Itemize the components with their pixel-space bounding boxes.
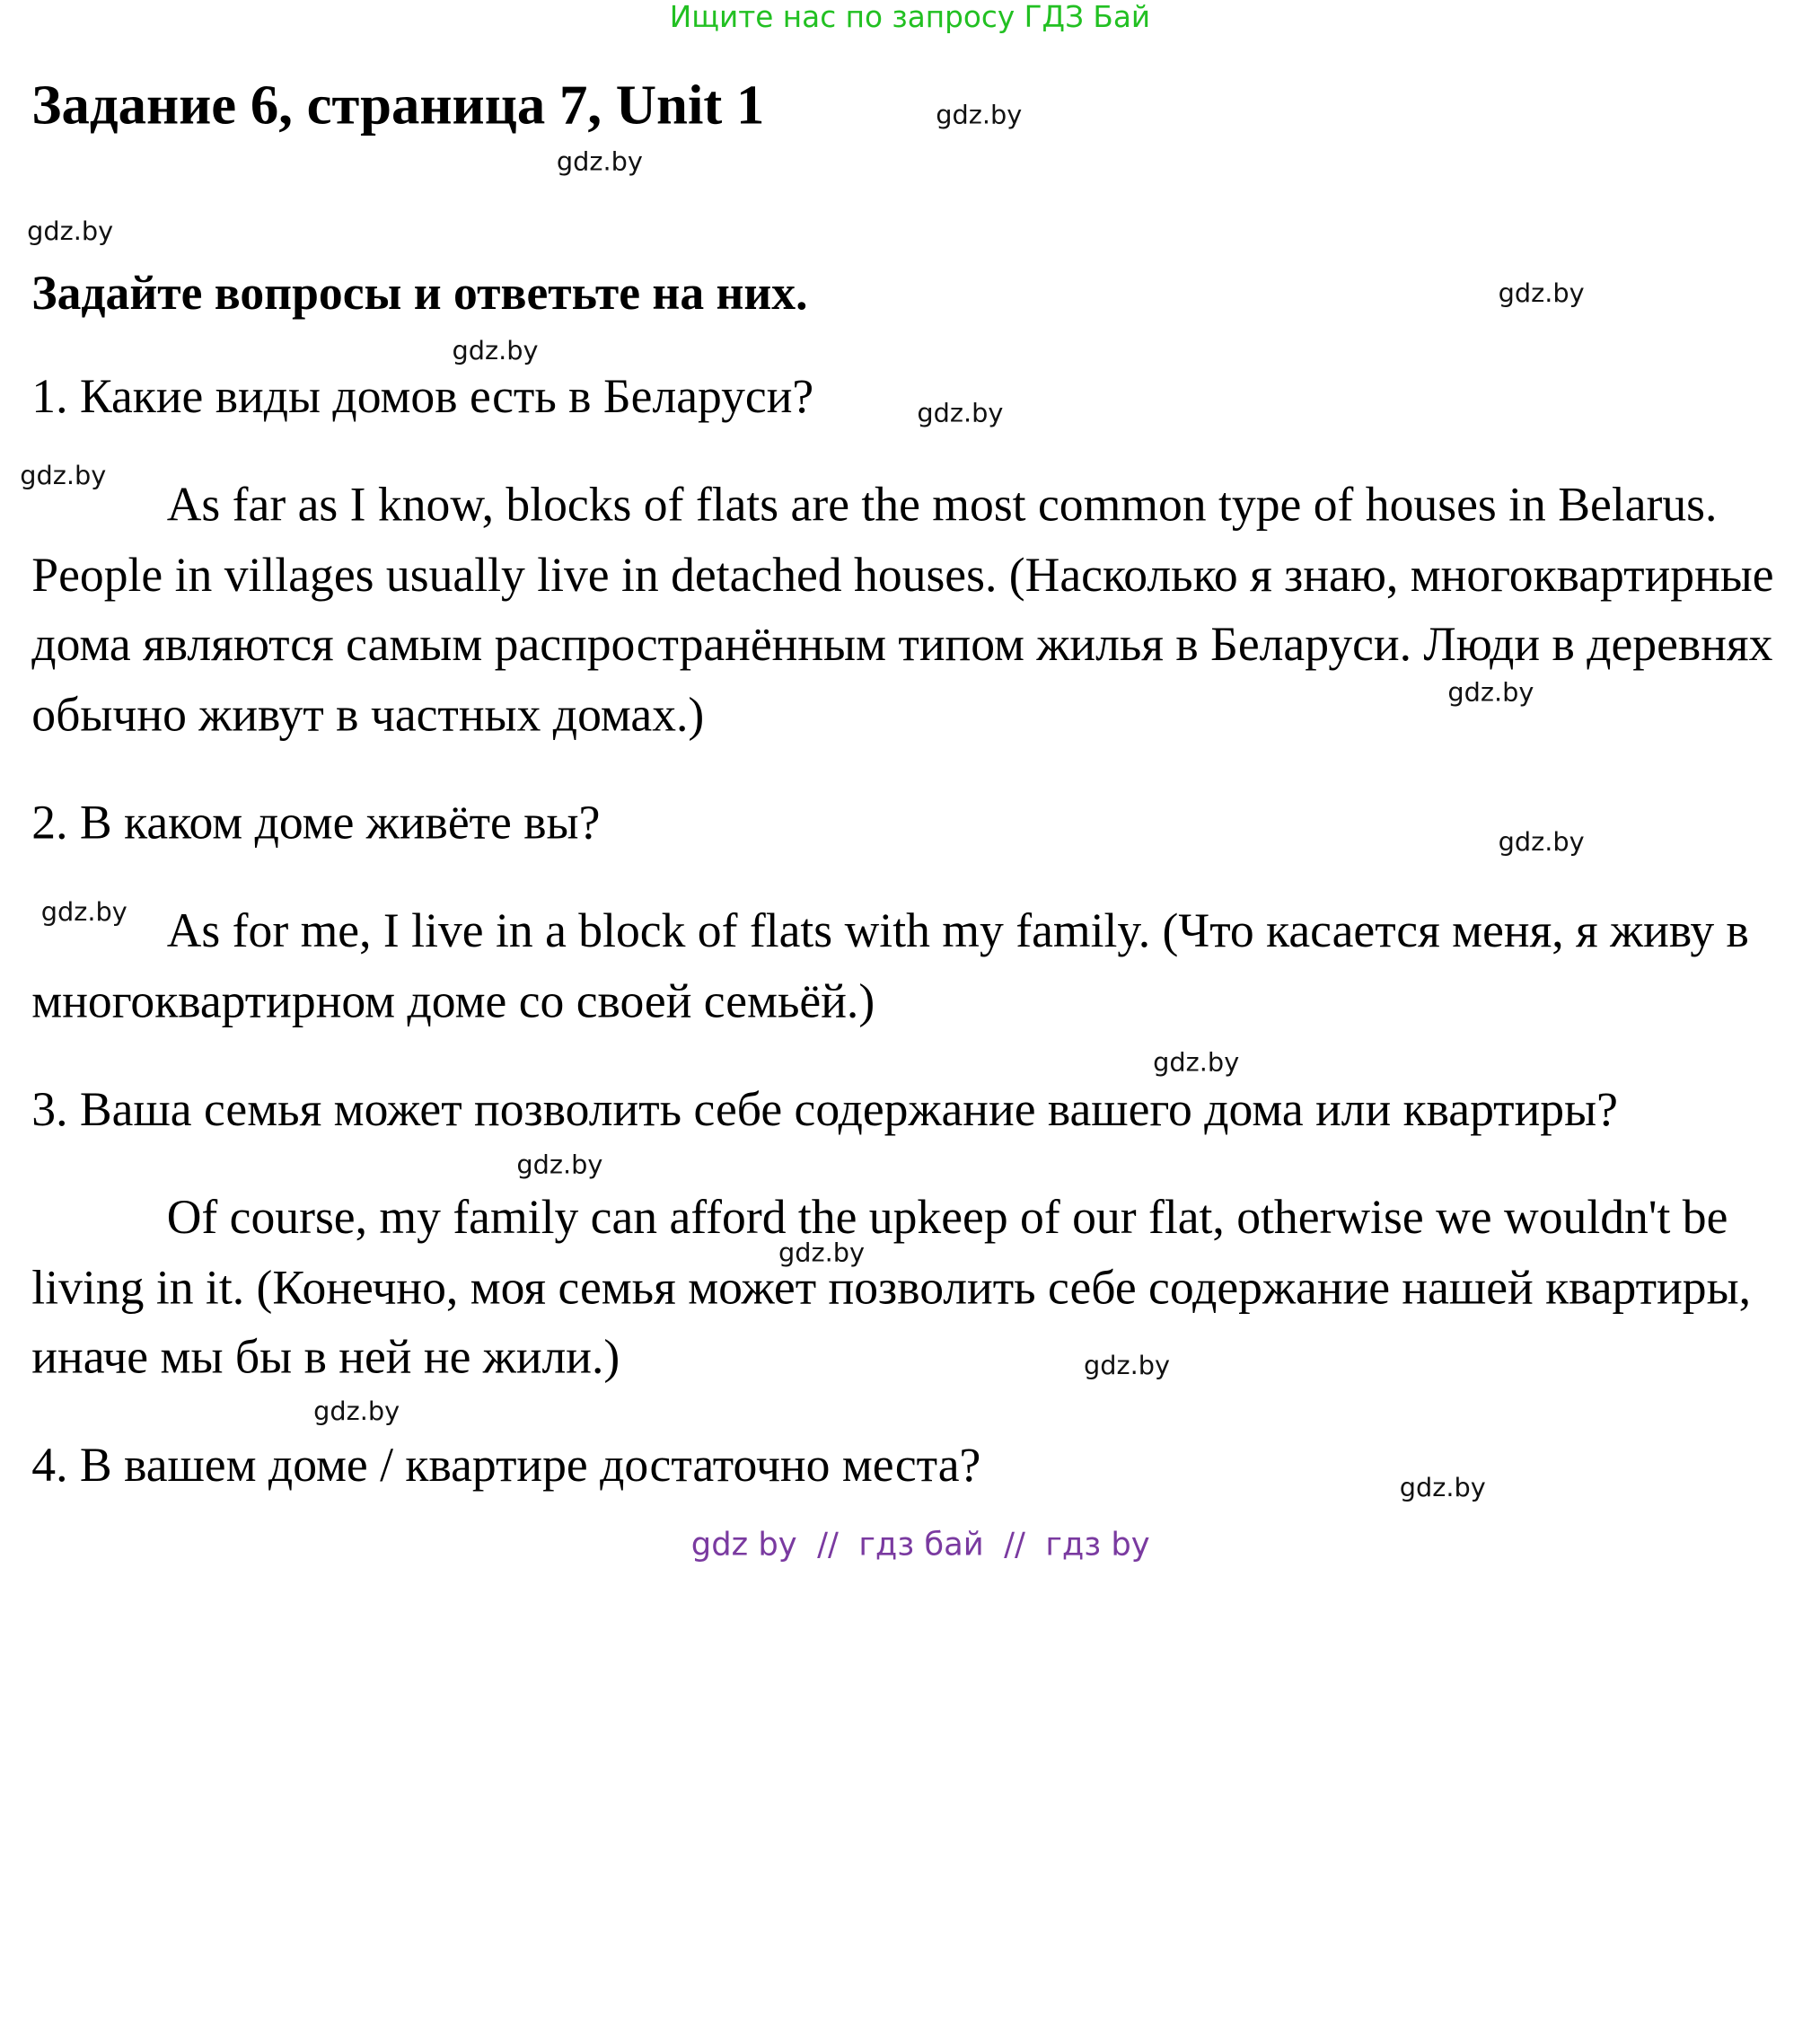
watermark: gdz.by xyxy=(1399,1474,1486,1503)
answer-3: Of course, my family can afford the upkeep of our flat, otherwise we wouldn't be living in it. (Конечно, моя семья может позволить себе содержание нашей квартиры, иначе мы бы в ней не жили.) xyxy=(31,1189,1752,1384)
watermark: gdz.by xyxy=(27,216,114,247)
page-title: Задание 6, страница 7, Unit 1 xyxy=(31,74,765,137)
watermark: gdz.by xyxy=(778,1238,866,1269)
answer-1: As far as I know, blocks of flats are the most common type of houses in Belarus. People in villages usually live in detached houses. (Насколько я знаю, многоквартирные дома являются самым распространённым типом жилья в Беларуси. Люди в деревнях обычно живут в частных домах.) xyxy=(31,476,1774,741)
watermark: gdz.by xyxy=(1084,1352,1171,1381)
watermark: gdz.by xyxy=(1153,1048,1240,1079)
question-4: 4. В вашем доме / квартире достаточно места? xyxy=(31,1437,981,1492)
watermark: gdz.by xyxy=(556,147,643,178)
search-hint-banner: Ищите нас по запросу ГДЗ Бай xyxy=(669,0,1151,34)
watermark: gdz.by xyxy=(936,101,1023,131)
question-3: 3. Ваша семья может позволить себе содержание вашего дома или квартиры? xyxy=(31,1081,1618,1136)
watermark: gdz.by xyxy=(1498,827,1585,858)
footer-watermark: gdz by // гдз бай // гдз by xyxy=(690,1527,1150,1564)
watermark: gdz.by xyxy=(1447,678,1534,709)
watermark: gdz.by xyxy=(452,337,539,367)
question-1: 1. Какие виды домов есть в Беларуси? xyxy=(31,368,814,423)
watermark: gdz.by xyxy=(516,1150,603,1181)
watermark: gdz.by xyxy=(1498,279,1585,309)
task-instruction: Задайте вопросы и ответьте на них. xyxy=(31,265,808,320)
watermark: gdz.by xyxy=(313,1397,400,1427)
watermark: gdz.by xyxy=(40,898,127,929)
watermark: gdz.by xyxy=(917,399,1004,429)
watermark: gdz.by xyxy=(20,461,107,491)
answer-2: As for me, I live in a block of flats with my family. (Что касается меня, я живу в многоквартирном доме со своей семьёй.) xyxy=(31,903,1749,1027)
question-2: 2. В каком доме живёте вы? xyxy=(31,795,601,850)
